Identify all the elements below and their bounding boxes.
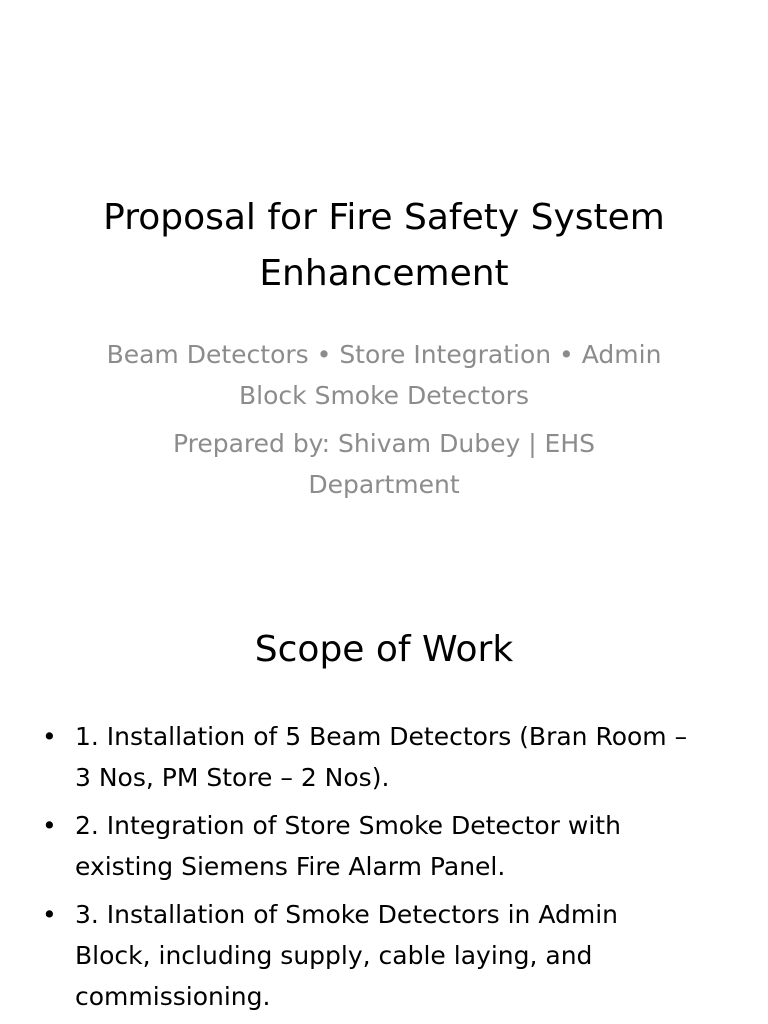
subtitle-author: Prepared by: Shivam Dubey | EHS Department	[172, 429, 596, 499]
list-item	[40, 894, 700, 1017]
bullet-icon: •	[42, 900, 57, 929]
bullet-icon: •	[42, 722, 57, 751]
subtitle-topics: Beam Detectors • Store Integration • Admin Block Smoke Detectors	[106, 340, 662, 410]
scope-bullet-list	[40, 716, 700, 1024]
subtitle-block	[100, 334, 668, 512]
list-item-text: 3. Installation of Smoke Detectors in Admin Block, including supply, cable laying, and commissioning.	[75, 900, 619, 1011]
presentation-title: Proposal for Fire Safety System Enhancement	[103, 197, 665, 294]
section-title: Scope of Work	[254, 629, 514, 670]
scope-of-work-slide	[0, 576, 768, 1024]
list-item	[40, 716, 700, 798]
list-item-text: 1. Installation of 5 Beam Detectors (Bran Room – 3 Nos, PM Store – 2 Nos).	[75, 722, 688, 792]
list-item-text: 2. Integration of Store Smoke Detector with existing Siemens Fire Alarm Panel.	[75, 811, 621, 881]
list-item	[40, 805, 700, 887]
bullet-icon: •	[42, 811, 57, 840]
